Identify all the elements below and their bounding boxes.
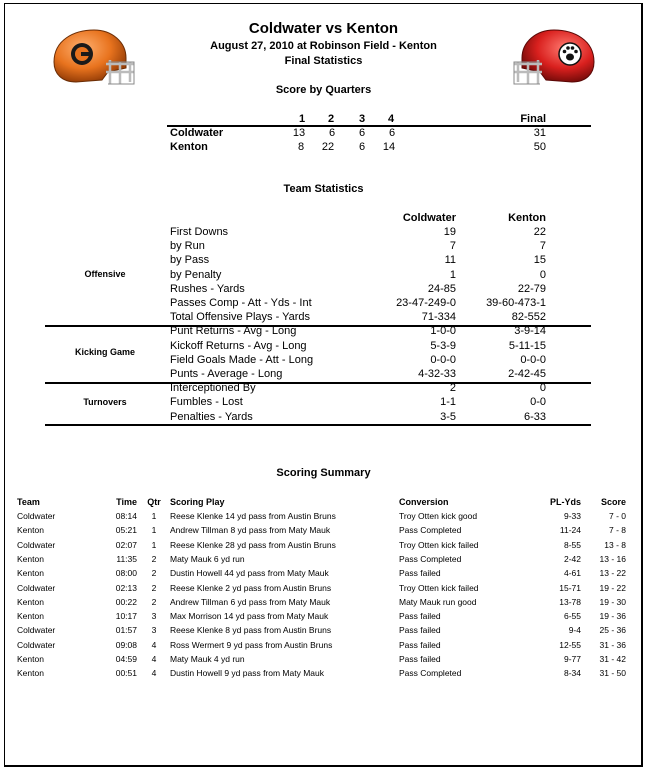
stat-value: 6-33 xyxy=(523,410,546,423)
scoring-play: Andrew Tillman 8 yd pass from Maty Mauk xyxy=(170,525,331,536)
scoring-conv: Pass failed xyxy=(399,654,441,664)
final-header: Final xyxy=(520,113,546,125)
stat-value: 0-0 xyxy=(530,396,546,409)
scoring-conv: Pass failed xyxy=(399,568,441,579)
scoring-plyds: 9-33 xyxy=(563,511,581,521)
stat-label: Kickoff Returns - Avg - Long xyxy=(170,339,307,352)
stat-label: First Downs xyxy=(170,226,229,238)
scoring-qtr: 4 xyxy=(151,639,157,650)
stat-label: Interceptioned By xyxy=(170,382,256,395)
stat-value: 5-11-15 xyxy=(508,339,546,352)
scoring-qtr: 2 xyxy=(151,553,157,564)
report-subtitle: Final Statistics xyxy=(284,55,363,67)
scoring-team: Coldwater xyxy=(17,539,56,550)
scoring-qtr: 3 xyxy=(151,625,157,636)
scoring-qtr: 4 xyxy=(151,668,157,679)
scoring-time: 04:59 xyxy=(115,654,137,664)
scoring-time: 02:07 xyxy=(115,539,137,550)
scoring-score: 31 - 36 xyxy=(599,639,626,650)
scoring-team: Coldwater xyxy=(17,582,56,593)
column-header: Qtr xyxy=(147,497,161,507)
stat-value: 11 xyxy=(444,254,456,267)
scoring-plyds: 2-42 xyxy=(563,553,581,564)
column-header: Time xyxy=(116,497,137,507)
scoring-play: Dustin Howell 44 yd pass from Maty Mauk xyxy=(170,568,329,579)
scoring-conv: Troy Otten kick failed xyxy=(399,582,479,593)
scoring-score: 13 - 16 xyxy=(599,553,626,564)
stat-value: 22-79 xyxy=(517,282,546,295)
scoring-row xyxy=(0,523,647,537)
scoring-time: 09:08 xyxy=(115,639,137,650)
stat-value: 23-47-249-0 xyxy=(396,297,456,309)
scoring-qtr: 1 xyxy=(151,525,157,536)
scoring-row xyxy=(0,652,647,666)
stat-row xyxy=(0,253,647,267)
scoring-plyds: 8-55 xyxy=(563,539,581,550)
scoring-plyds: 6-55 xyxy=(563,611,581,622)
column-header: Conversion xyxy=(399,497,449,507)
scoring-time: 05:21 xyxy=(115,525,137,536)
stat-value: 19 xyxy=(443,226,456,238)
scoring-row xyxy=(0,552,647,566)
quarter-score: 14 xyxy=(382,141,396,153)
column-header: PL-Yds xyxy=(549,497,581,507)
team-name: Kenton xyxy=(170,141,208,153)
scoring-score: 19 - 30 xyxy=(599,596,626,607)
stat-value: 15 xyxy=(533,254,546,267)
quarter-score: 6 xyxy=(358,127,366,139)
game-subtitle: August 27, 2010 at Robinson Field - Kenton xyxy=(210,40,437,52)
stat-label: Rushes - Yards xyxy=(170,282,245,295)
scoring-time: 00:51 xyxy=(115,668,137,679)
scoring-time: 11:35 xyxy=(116,553,137,564)
scoring-conv: Troy Otten kick failed xyxy=(399,539,479,550)
scoring-play: Andrew Tillman 6 yd pass from Maty Mauk xyxy=(170,596,331,607)
quarter-score: 8 xyxy=(297,141,305,153)
scoring-team: Kenton xyxy=(17,611,44,622)
quarter-header: 3 xyxy=(358,113,366,125)
scoring-row xyxy=(0,595,647,609)
stat-value: 22 xyxy=(533,226,546,238)
scoring-score: 25 - 36 xyxy=(599,625,626,636)
scoring-time: 02:13 xyxy=(115,582,137,593)
scoring-team: Kenton xyxy=(17,668,44,679)
column-header: Scoring Play xyxy=(170,497,225,507)
team-statistics-title: Team Statistics xyxy=(283,183,364,195)
scoring-plyds: 4-61 xyxy=(563,568,581,579)
scoring-score: 19 - 22 xyxy=(599,582,626,593)
scoring-time: 10:17 xyxy=(115,611,137,622)
quarter-score: 6 xyxy=(328,127,336,139)
scoring-score: 31 - 50 xyxy=(599,668,626,679)
scoring-play: Ross Wermert 9 yd pass from Austin Bruns xyxy=(170,639,333,650)
stat-value: 82-552 xyxy=(511,311,546,324)
quarter-score: 6 xyxy=(358,141,366,153)
stat-value: 24-85 xyxy=(427,282,456,295)
final-score: 50 xyxy=(533,141,546,153)
stat-value: 0-0-0 xyxy=(520,353,546,366)
scoring-qtr: 2 xyxy=(151,582,157,593)
stat-group-label: Kicking Game xyxy=(74,346,136,357)
scoring-conv: Pass failed xyxy=(399,625,441,636)
scoring-team: Kenton xyxy=(17,596,44,607)
stat-group-label: Offensive xyxy=(84,268,126,279)
stat-row xyxy=(0,324,647,338)
scoring-row xyxy=(0,538,647,552)
scoring-time: 01:57 xyxy=(115,625,137,636)
quarter-score: 6 xyxy=(388,127,396,139)
scoring-play: Maty Mauk 6 yd run xyxy=(170,553,245,564)
scoring-time: 08:00 xyxy=(115,568,137,579)
stat-label: Punt Returns - Avg - Long xyxy=(170,325,297,338)
quarter-header: 4 xyxy=(387,113,395,125)
stat-value: 7 xyxy=(449,240,456,253)
scoring-conv: Pass Completed xyxy=(399,525,462,536)
column-header: Team xyxy=(17,497,40,507)
team-stats-header xyxy=(0,211,647,225)
stat-label: Passes Comp - Att - Yds - Int xyxy=(170,297,312,309)
scoring-time: 00:22 xyxy=(115,596,137,607)
scoring-plyds: 11-24 xyxy=(559,525,581,536)
stat-value: 4-32-33 xyxy=(418,368,456,380)
score-by-quarters-table xyxy=(0,113,647,157)
scoring-score: 19 - 36 xyxy=(599,611,626,622)
scoring-conv: Pass failed xyxy=(399,639,441,650)
stat-label: by Pass xyxy=(170,254,210,267)
stat-label: by Penalty xyxy=(170,268,222,281)
scoring-plyds: 9-4 xyxy=(568,625,581,636)
scoring-conv: Troy Otten kick good xyxy=(399,511,478,521)
scoring-conv: Maty Mauk run good xyxy=(399,596,477,607)
stat-value: 5-3-9 xyxy=(430,339,456,352)
scoring-play: Reese Klenke 28 yd pass from Austin Bruns xyxy=(170,539,336,550)
stat-row xyxy=(0,310,647,324)
stat-row xyxy=(0,410,647,424)
scoring-row xyxy=(0,623,647,637)
scoring-conv: Pass failed xyxy=(399,611,441,622)
scoring-team: Coldwater xyxy=(17,625,56,636)
stat-row xyxy=(0,367,647,381)
scoring-summary-header xyxy=(0,495,647,509)
scoring-row xyxy=(0,581,647,595)
stat-value: 3-9-14 xyxy=(514,325,546,338)
stat-row xyxy=(0,225,647,239)
stat-value: 39-60-473-1 xyxy=(486,297,546,309)
scoring-conv: Pass Completed xyxy=(399,553,462,564)
stat-value: 1-1 xyxy=(440,396,456,409)
scoring-qtr: 4 xyxy=(151,654,157,664)
stat-value: 0 xyxy=(539,382,546,395)
scoring-row xyxy=(0,666,647,680)
page-title: Coldwater vs Kenton xyxy=(248,20,399,37)
scoring-qtr: 1 xyxy=(151,539,157,550)
scoring-plyds: 8-34 xyxy=(563,668,581,679)
scoring-time: 08:14 xyxy=(115,511,137,521)
scoring-score: 7 - 8 xyxy=(608,525,626,536)
stat-row xyxy=(0,296,647,310)
stat-row xyxy=(0,381,647,395)
quarter-header: 1 xyxy=(298,113,306,125)
scoring-team: Kenton xyxy=(17,553,44,564)
scoring-team: Kenton xyxy=(17,654,44,664)
scoring-play: Dustin Howell 9 yd pass from Maty Mauk xyxy=(170,668,324,679)
stat-row xyxy=(0,282,647,296)
scoring-plyds: 9-77 xyxy=(563,654,581,664)
stat-value: 1-0-0 xyxy=(430,325,456,338)
scoring-play: Reese Klenke 14 yd pass from Austin Bruns xyxy=(170,511,336,521)
quarter-score: 22 xyxy=(321,141,335,153)
scoring-score: 13 - 8 xyxy=(604,539,626,550)
stat-label: Penalties - Yards xyxy=(170,410,253,423)
quarter-score: 13 xyxy=(292,127,306,139)
team-name: Coldwater xyxy=(170,127,224,139)
scoring-row xyxy=(0,609,647,623)
scoring-team: Kenton xyxy=(17,568,44,579)
scoring-row xyxy=(0,566,647,580)
scoring-team: Coldwater xyxy=(17,639,56,650)
stat-label: by Run xyxy=(170,240,205,253)
stat-value: 0-0-0 xyxy=(430,353,456,366)
divider xyxy=(167,125,591,127)
stat-value: 2-42-45 xyxy=(508,368,546,380)
scoring-score: 31 - 42 xyxy=(599,654,626,664)
scoring-plyds: 15-71 xyxy=(559,582,581,593)
stat-label: Punts - Average - Long xyxy=(170,368,283,380)
scoring-score: 13 - 22 xyxy=(599,568,626,579)
stat-value: 7 xyxy=(539,240,546,253)
stat-label: Field Goals Made - Att - Long xyxy=(170,353,314,366)
stat-value: 3-5 xyxy=(440,410,456,423)
scoring-team: Coldwater xyxy=(17,511,56,521)
scoring-qtr: 2 xyxy=(151,596,157,607)
final-score: 31 xyxy=(533,127,546,139)
stat-value: 1 xyxy=(449,268,456,281)
scoring-qtr: 2 xyxy=(151,568,157,579)
scoring-plyds: 13-78 xyxy=(559,596,581,607)
score-by-quarters-title: Score by Quarters xyxy=(275,84,372,96)
stat-label: Total Offensive Plays - Yards xyxy=(170,311,311,324)
column-header: Score xyxy=(600,497,626,507)
scoring-row xyxy=(0,638,647,652)
scoring-score: 7 - 0 xyxy=(608,511,626,521)
scoring-play: Maty Mauk 4 yd run xyxy=(170,654,245,664)
stat-value: 2 xyxy=(449,382,456,395)
scoring-play: Max Morrison 14 yd pass from Maty Mauk xyxy=(170,611,329,622)
scoring-conv: Pass Completed xyxy=(399,668,462,679)
scoring-row xyxy=(0,509,647,523)
stat-value: 0 xyxy=(539,268,546,281)
scoring-qtr: 3 xyxy=(151,611,157,622)
group-divider xyxy=(45,424,591,426)
scoring-plyds: 12-55 xyxy=(559,639,581,650)
scoring-qtr: 1 xyxy=(151,511,157,521)
stat-row xyxy=(0,239,647,253)
stat-group-label: Turnovers xyxy=(83,396,127,407)
scoring-team: Kenton xyxy=(17,525,44,536)
scoring-play: Reese Klenke 2 yd pass from Austin Bruns xyxy=(170,582,332,593)
team-column-header: Kenton xyxy=(508,212,546,224)
scoring-summary-title: Scoring Summary xyxy=(276,467,371,479)
quarter-header: 2 xyxy=(327,113,335,125)
scoring-play: Reese Klenke 8 yd pass from Austin Bruns xyxy=(170,625,332,636)
stat-value: 71-334 xyxy=(421,311,456,324)
team-column-header: Coldwater xyxy=(402,212,456,224)
stat-label: Fumbles - Lost xyxy=(170,396,243,409)
